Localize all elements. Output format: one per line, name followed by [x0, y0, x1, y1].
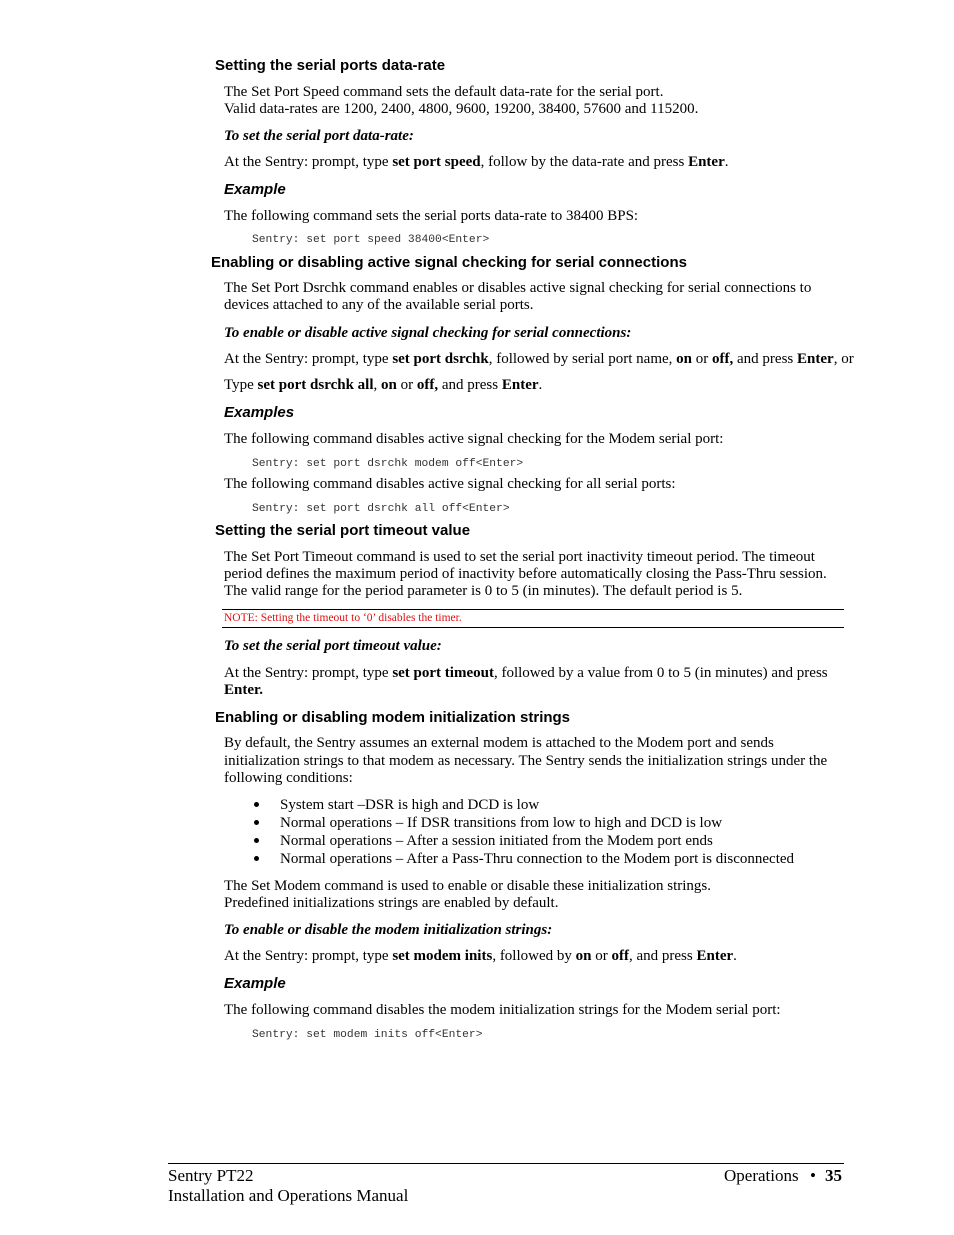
note-top-rule [222, 609, 844, 610]
paragraph: period defines the maximum period of inactivity before automatically closing the Pass-Thru session. [224, 566, 827, 582]
footer-product: Sentry PT22 [168, 1166, 254, 1185]
example-heading: Example [224, 975, 286, 992]
command-text: set port speed [392, 154, 481, 170]
example-description: The following command disables the modem initialization strings for the Modem serial port: [224, 1002, 781, 1018]
procedure-heading: To set the serial port timeout value: [224, 638, 442, 654]
section-heading-timeout: Setting the serial port timeout value [215, 522, 471, 539]
code-example: Sentry: set port dsrchk all off<Enter> [252, 503, 510, 515]
code-example: Sentry: set port dsrchk modem off<Enter> [252, 458, 524, 470]
command-text: set port dsrchk [392, 351, 489, 367]
note-text: NOTE: Setting the timeout to ‘0’ disables the timer. [224, 612, 462, 624]
procedure-heading: To set the serial port data-rate: [224, 128, 414, 144]
section-heading-dsrchk: Enabling or disabling active signal checking for serial connections [211, 254, 687, 271]
command-text: set modem inits [392, 948, 493, 964]
page-number: 35 [825, 1166, 842, 1185]
paragraph: The Set Port Timeout command is used to set the serial port inactivity timeout period. The timeout [224, 549, 815, 565]
footer-manual-title: Installation and Operations Manual [168, 1186, 409, 1205]
bullet-point [254, 838, 259, 843]
paragraph: devices attached to any of the available serial ports. [224, 297, 534, 313]
key-text: Enter [688, 154, 725, 170]
code-example: Sentry: set port speed 38400<Enter> [252, 234, 490, 246]
paragraph: initialization strings to that modem as necessary. The Sentry sends the initialization strings under the [224, 753, 828, 769]
instruction-line: At the Sentry: prompt, type set port speed, follow by the data-rate and press Enter. [224, 154, 729, 170]
command-text: set port dsrchk all [257, 377, 374, 393]
list-item: System start –DSR is high and DCD is low [280, 797, 540, 813]
instruction-line: Type set port dsrchk all, on or off, and press Enter. [224, 377, 543, 393]
example-description: The following command disables active signal checking for all serial ports: [224, 476, 676, 492]
list-item: Normal operations – After a session initiated from the Modem port ends [280, 833, 713, 849]
paragraph: following conditions: [224, 770, 353, 786]
example-description: The following command sets the serial ports data-rate to 38400 BPS: [224, 208, 639, 224]
command-text: set port timeout [392, 665, 494, 681]
bullet-point [254, 820, 259, 825]
list-item: Normal operations – After a Pass-Thru connection to the Modem port is disconnected [280, 851, 795, 867]
key-text: Enter. [224, 682, 264, 698]
bullet-point [254, 802, 259, 807]
instruction-line: At the Sentry: prompt, type set port timeout, followed by a value from 0 to 5 (in minutes) and press [224, 665, 828, 681]
example-description: The following command disables active signal checking for the Modem serial port: [224, 431, 724, 447]
paragraph: By default, the Sentry assumes an external modem is attached to the Modem port and sends [224, 735, 774, 751]
code-example: Sentry: set modem inits off<Enter> [252, 1029, 483, 1041]
section-heading-data-rate: Setting the serial ports data-rate [215, 57, 446, 74]
footer-rule [168, 1163, 844, 1164]
note-bottom-rule [222, 627, 844, 628]
bullet-point [254, 856, 259, 861]
paragraph: The Set Modem command is used to enable or disable these initialization strings. [224, 878, 711, 894]
instruction-line: At the Sentry: prompt, type set port dsrchk, followed by serial port name, on or off, and press Enter, or [224, 351, 854, 367]
footer-section-name: Operations [724, 1166, 799, 1185]
paragraph: Valid data-rates are 1200, 2400, 4800, 9600, 19200, 38400, 57600 and 115200. [224, 101, 699, 117]
paragraph: The Set Port Dsrchk command enables or disables active signal checking for serial connections to [224, 280, 812, 296]
procedure-heading: To enable or disable active signal checking for serial connections: [224, 325, 632, 341]
paragraph: The valid range for the period parameter is 0 to 5 (in minutes). The default period is 5. [224, 583, 743, 599]
footer-separator: • [810, 1166, 816, 1185]
procedure-heading: To enable or disable the modem initialization strings: [224, 922, 553, 938]
example-heading: Example [224, 181, 286, 198]
section-heading-modem-inits: Enabling or disabling modem initialization strings [215, 709, 571, 726]
examples-heading: Examples [224, 404, 295, 421]
list-item: Normal operations – If DSR transitions from low to high and DCD is low [280, 815, 723, 831]
paragraph: Predefined initializations strings are enabled by default. [224, 895, 559, 911]
instruction-line: At the Sentry: prompt, type set modem inits, followed by on or off, and press Enter. [224, 948, 737, 964]
paragraph: The Set Port Speed command sets the default data-rate for the serial port. [224, 84, 664, 100]
